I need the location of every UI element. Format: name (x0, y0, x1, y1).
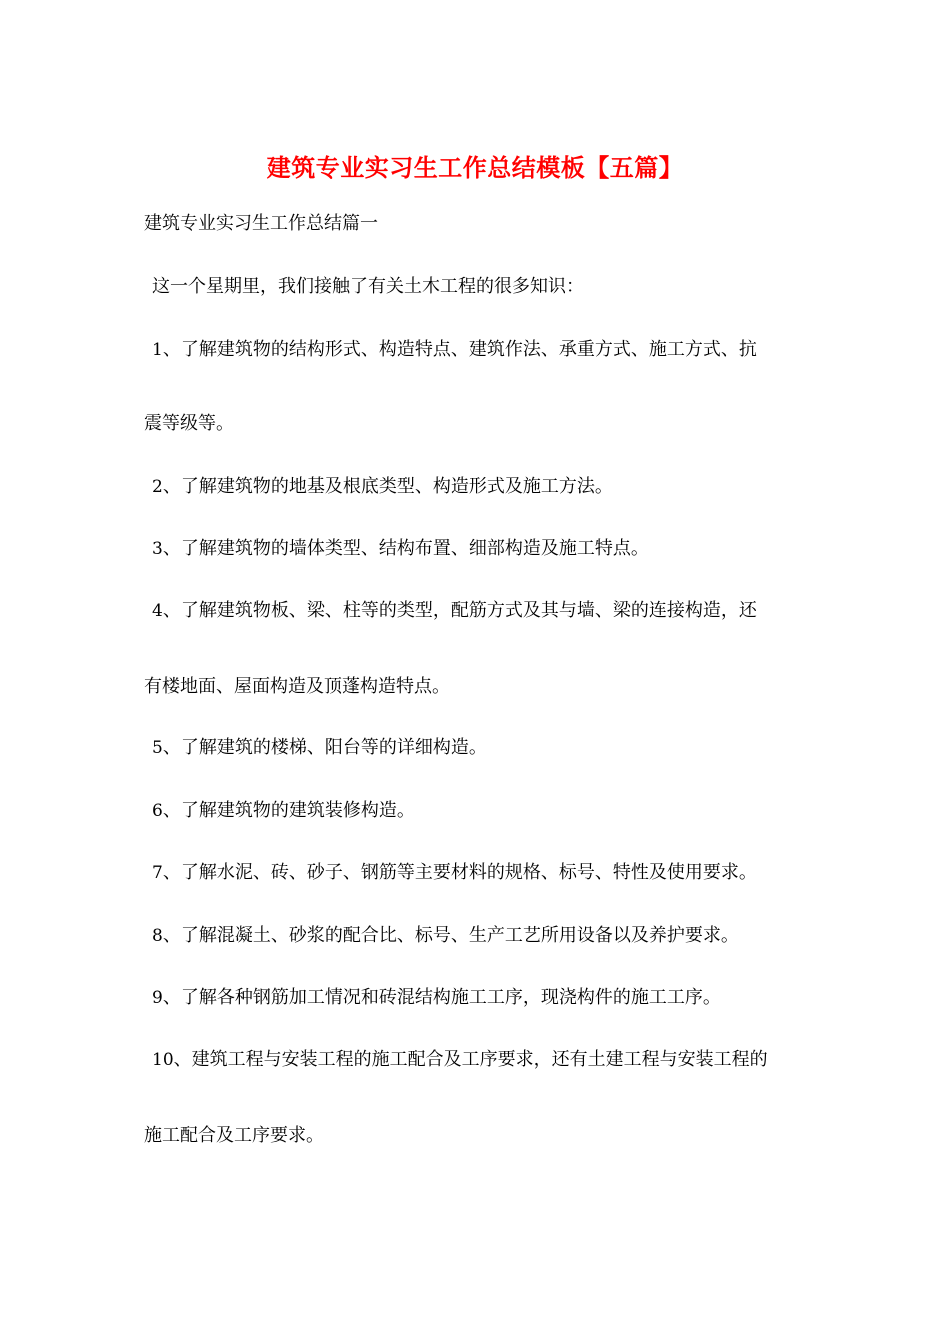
list-item-number: 2 (152, 477, 163, 497)
list-item (152, 797, 832, 825)
list-item-text: 、了解建筑物的结构形式、构造特点、建筑作法、承重方式、施工方式、抗 (162, 339, 757, 360)
list-item (152, 473, 832, 501)
list-item (152, 859, 832, 887)
list-item-text: 、了解水泥、砖、砂子、钢筋等主要材料的规格、标号、特性及使用要求。 (162, 862, 757, 883)
section-heading: 建筑专业实习生工作总结篇一 (144, 213, 378, 234)
list-item-text: 、了解混凝土、砂浆的配合比、标号、生产工艺所用设备以及养护要求。 (162, 925, 739, 946)
list-item (152, 922, 832, 950)
list-item-number: 5 (152, 738, 163, 758)
list-item-number: 8 (152, 926, 163, 946)
list-item-number: 4 (152, 601, 163, 621)
list-item-number: 3 (152, 539, 163, 559)
list-item-text: 、了解建筑物板、梁、柱等的类型，配筋方式及其与墙、梁的连接构造，还 (162, 600, 757, 621)
list-item-text: 、建筑工程与安装工程的施工配合及工序要求，还有土建工程与安装工程的 (173, 1049, 768, 1070)
list-item-text: 、了解建筑物的墙体类型、结构布置、细部构造及施工特点。 (162, 538, 649, 559)
list-item (152, 1046, 832, 1074)
list-item-continuation: 有楼地面、屋面构造及顶蓬构造特点。 (144, 676, 450, 697)
list-item-text: 、了解建筑物的建筑装修构造。 (162, 800, 415, 821)
list-item (152, 734, 832, 762)
list-item-text: 、了解建筑的楼梯、阳台等的详细构造。 (162, 737, 487, 758)
list-item-continuation: 施工配合及工序要求。 (144, 1125, 324, 1146)
list-item (152, 535, 832, 563)
list-item-number: 9 (152, 988, 163, 1008)
list-item-text: 、了解各种钢筋加工情况和砖混结构施工工序，现浇构件的施工工序。 (162, 987, 721, 1008)
list-item-number: 7 (152, 863, 163, 883)
list-item-number: 1 (152, 340, 163, 360)
list-item-text: 、了解建筑物的地基及根底类型、构造形式及施工方法。 (162, 476, 613, 497)
list-item-number: 6 (152, 801, 163, 821)
intro-paragraph: 这一个星期里，我们接触了有关土木工程的很多知识： (152, 276, 584, 297)
document-title: 建筑专业实习生工作总结模板【五篇】 (266, 153, 684, 182)
list-item-continuation: 震等级等。 (144, 413, 234, 434)
list-item (152, 984, 832, 1012)
list-item-number: 10 (152, 1050, 174, 1070)
list-item (152, 336, 832, 364)
list-item (152, 597, 832, 625)
